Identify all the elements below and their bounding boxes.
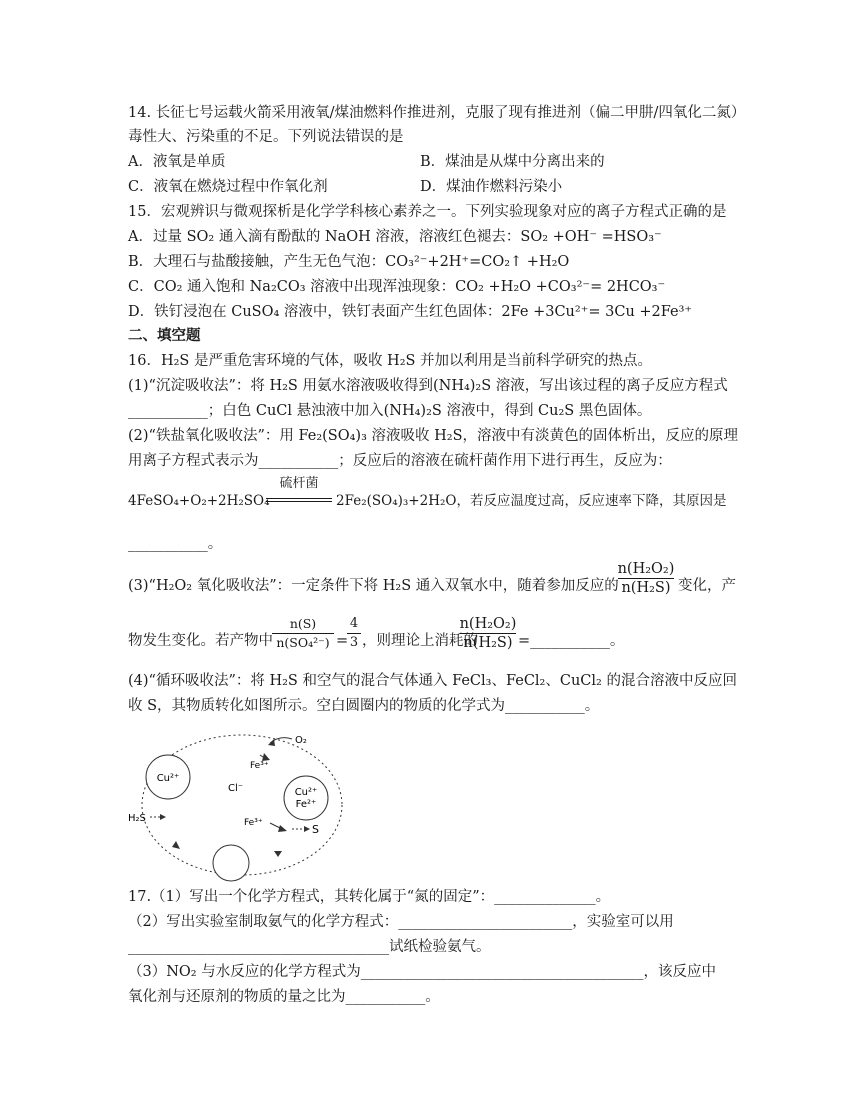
q16-part2-line4: ___________。 [128, 536, 223, 552]
q15-option-d: D．铁钉浸泡在 CuSO₄ 溶液中，铁钉表面产生红色固体：2Fe +3Cu²⁺= 3Cu +2Fe³⁺ [128, 304, 693, 320]
cu-fe-right-circle [284, 776, 328, 820]
h2s-label: H₂S [128, 813, 146, 824]
q15-stem: 15．宏观辨识与微观探析是化学学科核心素养之一。下列实验现象对应的离子方程式正确的是 [128, 204, 727, 220]
q16-part3b-ratio2 [347, 615, 361, 652]
cycle-arrowhead-left [172, 841, 180, 849]
fe3-top-arrowhead [262, 753, 270, 761]
q16-part3b-prefix: 物发生变化。若产物中 [128, 633, 273, 649]
s-arrowhead [304, 826, 310, 832]
q17-part1: 17.（1）写出一个化学方程式，其转化属于“氮的固定”：______________。 [128, 889, 611, 905]
q16-part3b-end: =___________。 [518, 633, 625, 649]
q14-stem-line1: 14. 长征七号运载火箭采用液氧/煤油燃料作推进剂，克服了现有推进剂（偏二甲肼/四氧化二氮） [128, 105, 746, 121]
q16-part2-line1: (2)“铁盐氧化吸收法”：用 Fe₂(SO₄)₃ 溶液吸收 H₂S，溶液中有淡黄色的固体析出，反应的原理 [128, 428, 739, 444]
o2-arrowhead [268, 739, 275, 746]
q17-part3-line1: （3）NO₂ 与水反应的化学方程式为_______________________________________，该反应中 [128, 964, 716, 980]
fe3-top-label: Fe³⁺ [250, 761, 269, 771]
q17-part2-line1: （2）写出实验室制取氨气的化学方程式：________________________，实验室可以用 [128, 914, 674, 930]
ratio3-denominator: n(H₂S) [463, 635, 513, 651]
cu-right-label: Cu²⁺ [294, 787, 318, 798]
s-label: S [312, 823, 319, 836]
ratio1-numerator: n(S) [289, 616, 317, 631]
section-heading: 二、填空题 [128, 327, 201, 344]
cl-label: Cl⁻ [228, 783, 244, 794]
q14-option-a: A．液氧是单质 [128, 154, 226, 170]
q16-part3b-mid: ，则理论上消耗的 [362, 633, 478, 649]
q14-stem-line2: 毒性大、污染重的不足。下列说法错误的是 [128, 129, 404, 145]
h2s-arrowhead [160, 814, 166, 820]
q16-equation-arrow [266, 498, 332, 502]
q14-option-b: B．煤油是从煤中分离出来的 [420, 154, 605, 170]
q16-part3b-equals: = [336, 633, 349, 649]
ratio3-numerator: n(H₂O₂) [459, 616, 517, 632]
q16-equation-right: 2Fe₂(SO₄)₃+2H₂O，若反应温度过高，反应速率下降，其原因是 [336, 493, 727, 509]
q16-part4-line2: 收 S，其物质转化如图所示。空白圆圈内的物质的化学式为___________。 [128, 698, 600, 714]
q16-part3-prefix: (3)“H₂O₂ 氧化吸收法”：一定条件下将 H₂S 通入双氧水中，随着参加反应的 [128, 578, 619, 594]
q14-option-d: D．煤油作燃料污染小 [420, 179, 563, 195]
q16-part4-line1: (4)“循环吸收法”：将 H₂S 和空气的混合气体通入 FeCl₃、FeCl₂、CuCl₂ 的混合溶液中反应回 [128, 673, 737, 689]
q16-part1-line2: ___________；白色 CuCl 悬浊液中加入(NH₄)₂S 溶液中，得到 Cu₂S 黑色固体。 [128, 403, 652, 419]
q16-part3b-ratio3 [460, 615, 516, 652]
ratio-denominator: n(H₂S) [621, 580, 671, 596]
ratio2-denominator: 3 [349, 635, 359, 650]
cycle-diagram [120, 725, 350, 885]
q16-part3-suffix: 变化，产 [678, 578, 736, 594]
q16-part3-ratio [618, 560, 674, 597]
q17-part3-line2: 氧化剂与还原剂的物质的量之比为___________。 [128, 989, 440, 1005]
o2-label: O₂ [295, 735, 307, 746]
empty-circle [213, 845, 249, 881]
q15-option-b: B．大理石与盐酸接触，产生无色气泡：CO₃²⁻+2H⁺=CO₂↑ +H₂O [128, 254, 570, 270]
cycle-arrowhead-right [274, 851, 282, 857]
q16-equation-condition: 硫杆菌 [279, 476, 319, 491]
q16-part1-line1: (1)“沉淀吸收法”：将 H₂S 用氨水溶液吸收得到(NH₄)₂S 溶液，写出该过程的离子反应方程式 [128, 378, 728, 394]
q16-part3b-ratio1 [272, 615, 334, 652]
fe3-bottom-label: Fe³⁺ [244, 818, 263, 828]
ratio2-numerator: 4 [349, 616, 359, 631]
q15-option-c: C．CO₂ 通入饱和 Na₂CO₃ 溶液中出现浑浊现象：CO₂ +H₂O +CO₃²⁻= 2HCO₃⁻ [128, 279, 666, 295]
cu-left-label: Cu²⁺ [156, 773, 180, 784]
fe2-right-label: Fe²⁺ [295, 799, 317, 810]
q17-part2-line2: ____________________________________试纸检验氨气。 [128, 939, 491, 955]
q15-option-a: A．过量 SO₂ 通入滴有酚酞的 NaOH 溶液，溶液红色褪去：SO₂ +OH⁻ =HSO₃⁻ [128, 229, 662, 245]
q16-part2-line2: 用离子方程式表示为___________；反应后的溶液在硫杆菌作用下进行再生，反应为： [128, 453, 672, 469]
q16-intro: 16．H₂S 是严重危害环境的气体，吸收 H₂S 并加以利用是当前科学研究的热点。 [128, 353, 653, 369]
ratio-numerator: n(H₂O₂) [617, 561, 675, 577]
q16-equation-left: 4FeSO₄+O₂+2H₂SO₄ [128, 493, 270, 509]
fe3-bottom-arrowhead [278, 825, 287, 832]
q14-option-c: C．液氧在燃烧过程中作氧化剂 [128, 179, 328, 195]
ratio1-denominator: n(SO₄²⁻) [276, 635, 330, 650]
